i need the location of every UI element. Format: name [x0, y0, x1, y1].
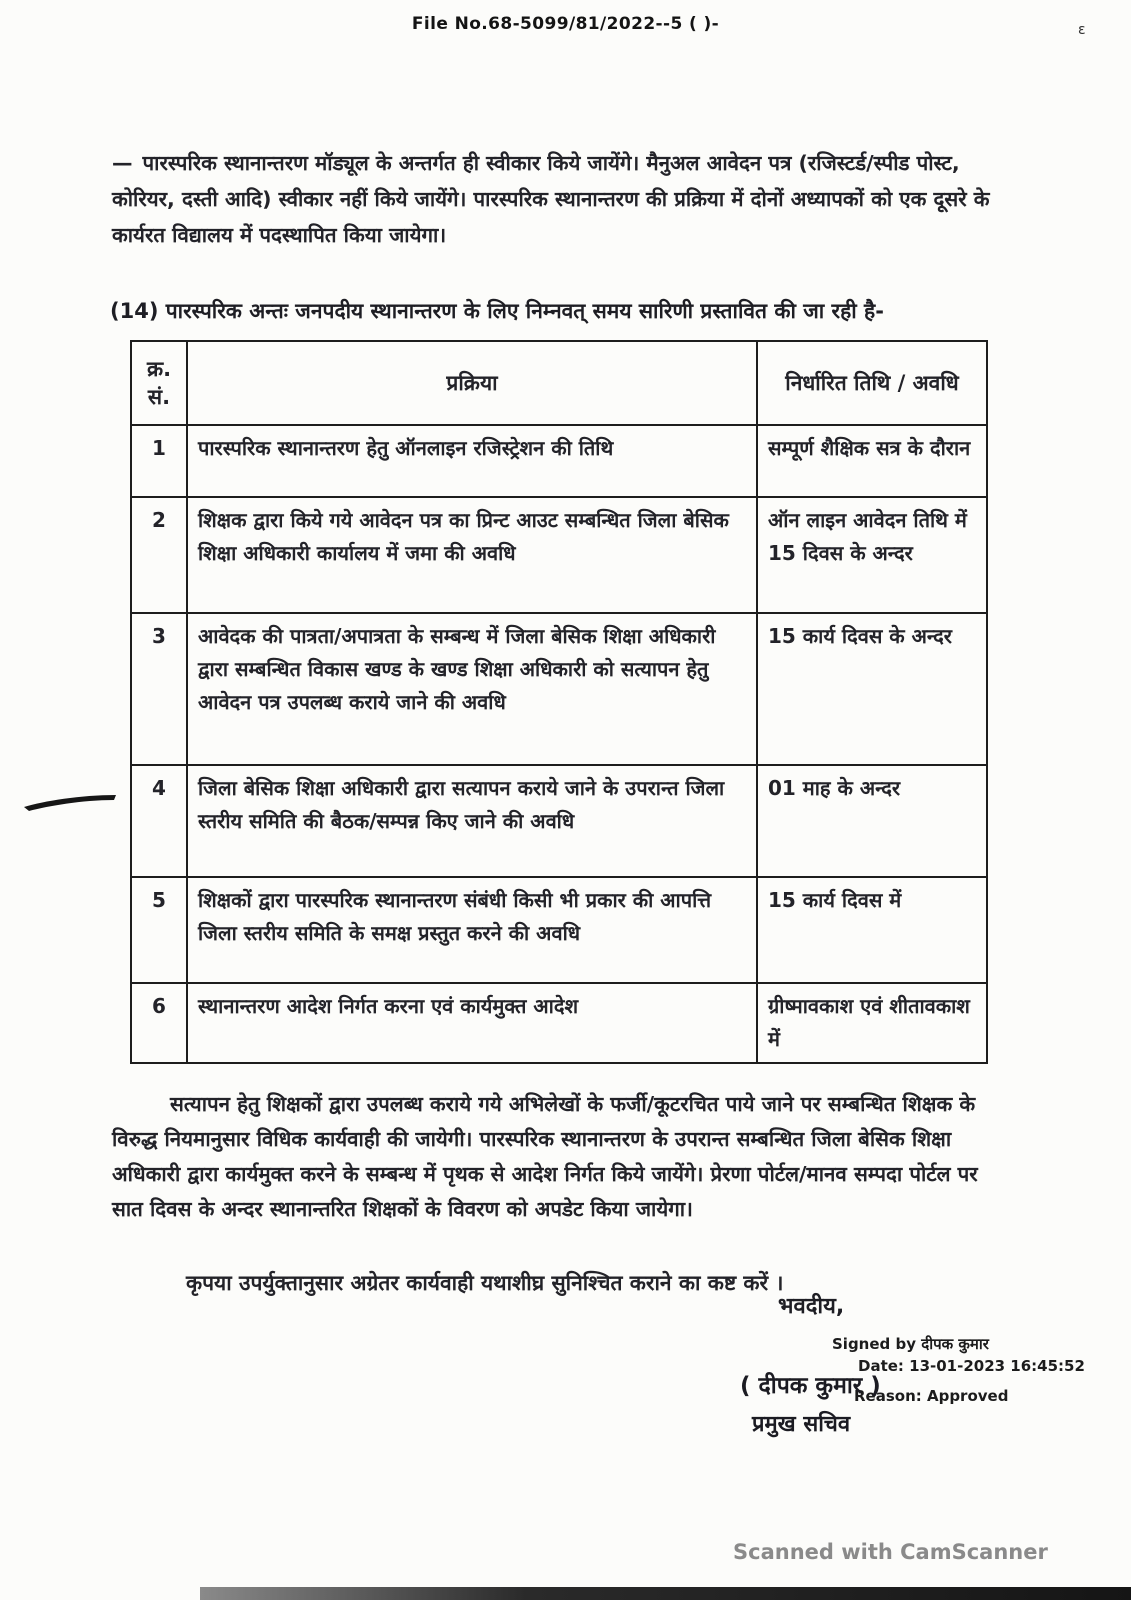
intro-text: पारस्परिक स्थानान्तरण मॉड्यूल के अन्तर्गत ही स्वीकार किये जायेंगे। मैनुअल आवेदन पत्र (रजिस्टर्ड/स्पीड पोस्ट, कोरियर, दस्ती आदि) स्वीकार नहीं किये जायेंगे। पारस्परिक स्थानान्तरण की प्रक्रिया में दोनों अध्यापकों को एक दूसरे के कार्यरत विद्यालय में पदस्थापित किया जायेगा।	[112, 150, 990, 247]
date-cell: 01 माह के अन्दर	[757, 765, 987, 877]
date-cell: सम्पूर्ण शैक्षिक सत्र के दौरान	[757, 425, 987, 497]
digital-signature-reason: Reason: Approved	[854, 1387, 1009, 1405]
sno-cell: 2	[131, 497, 187, 613]
process-cell: स्थानान्तरण आदेश निर्गत करना एवं कार्यमुक्त आदेश	[187, 983, 757, 1063]
sno-cell: 1	[131, 425, 187, 497]
date-cell: ऑन लाइन आवेदन तिथि में 15 दिवस के अन्दर	[757, 497, 987, 613]
table-row	[131, 425, 987, 497]
digital-signature-signedby: Signed by दीपक कुमार	[832, 1335, 989, 1353]
table-header-row	[131, 341, 987, 425]
closing-paragraph: सत्यापन हेतु शिक्षकों द्वारा उपलब्ध कराये गये अभिलेखों के फर्जी/कूटरचित पाये जाने पर सम्बन्धित शिक्षक के विरुद्ध नियमानुसार विधिक कार्यवाही की जायेगी। पारस्परिक स्थानान्तरण के उपरान्त सम्बन्धित जिला बेसिक शिक्षा अधिकारी द्वारा कार्यमुक्त करने के सम्बन्ध में पृथक से आदेश निर्गत किये जायेंगे। प्रेरणा पोर्टल/मानव सम्पदा पोर्टल पर सात दिवस के अन्दर स्थानान्तरित शिक्षकों के विवरण को अपडेट किया जायेगा।	[112, 1091, 978, 1221]
signatory-name: ( दीपक कुमार )	[740, 1373, 881, 1399]
schedule-table	[130, 340, 988, 1064]
process-cell: शिक्षक द्वारा किये गये आवेदन पत्र का प्रिन्ट आउट सम्बन्धित जिला बेसिक शिक्षा अधिकारी कार्यालय में जमा की अवधि	[187, 497, 757, 613]
header-process: प्रक्रिया	[187, 341, 757, 425]
point-14-line: (14) पारस्परिक अन्तः जनपदीय स्थानान्तरण के लिए निम्नवत् समय सारिणी प्रस्तावित की जा रही है-	[110, 299, 884, 323]
process-cell: शिक्षकों द्वारा पारस्परिक स्थानान्तरण संबंधी किसी भी प्रकार की आपत्ति जिला स्तरीय समिति के समक्ष प्रस्तुत करने की अवधि	[187, 877, 757, 983]
ink-arrow-mark	[22, 788, 120, 816]
intro-paragraph	[112, 145, 996, 253]
date-cell: 15 कार्य दिवस के अन्दर	[757, 613, 987, 765]
digital-signature-date: Date: 13-01-2023 16:45:52	[858, 1357, 1085, 1375]
request-line: कृपया उपर्युक्तानुसार अग्रेतर कार्यवाही यथाशीघ्र सुनिश्चित कराने का कष्ट करें ।	[186, 1271, 784, 1295]
scan-edge-bar	[200, 1587, 1131, 1600]
date-cell: 15 कार्य दिवस में	[757, 877, 987, 983]
date-cell: ग्रीष्मावकाश एवं शीतावकाश में	[757, 983, 987, 1063]
sno-cell: 4	[131, 765, 187, 877]
corner-mark: ɛ	[1078, 22, 1086, 38]
process-cell: जिला बेसिक शिक्षा अधिकारी द्वारा सत्यापन कराये जाने के उपरान्त जिला स्तरीय समिति की बैठक/सम्पन्न किए जाने की अवधि	[187, 765, 757, 877]
process-cell: आवेदक की पात्रता/अपात्रता के सम्बन्ध में जिला बेसिक शिक्षा अधिकारी द्वारा सम्बन्धित विकास खण्ड के खण्ड शिक्षा अधिकारी को सत्यापन हेतु आवेदन पत्र उपलब्ध कराये जाने की अवधि	[187, 613, 757, 765]
table-row	[131, 877, 987, 983]
lead-dash-mark: —	[112, 150, 133, 175]
table-row	[131, 765, 987, 877]
signature-salutation: भवदीय,	[778, 1294, 845, 1319]
header-sno: क्र.सं.	[131, 341, 187, 425]
table-row	[131, 983, 987, 1063]
sno-cell: 6	[131, 983, 187, 1063]
table-row	[131, 497, 987, 613]
file-number: File No.68-5099/81/2022--5 ( )-	[411, 14, 720, 34]
sno-cell: 5	[131, 877, 187, 983]
header-date: निर्धारित तिथि / अवधि	[757, 341, 987, 425]
process-cell: पारस्परिक स्थानान्तरण हेतु ऑनलाइन रजिस्ट्रेशन की तिथि	[187, 425, 757, 497]
table-row	[131, 613, 987, 765]
sno-cell: 3	[131, 613, 187, 765]
signatory-designation: प्रमुख सचिव	[752, 1412, 851, 1437]
camscanner-watermark: Scanned with CamScanner	[733, 1540, 1048, 1564]
